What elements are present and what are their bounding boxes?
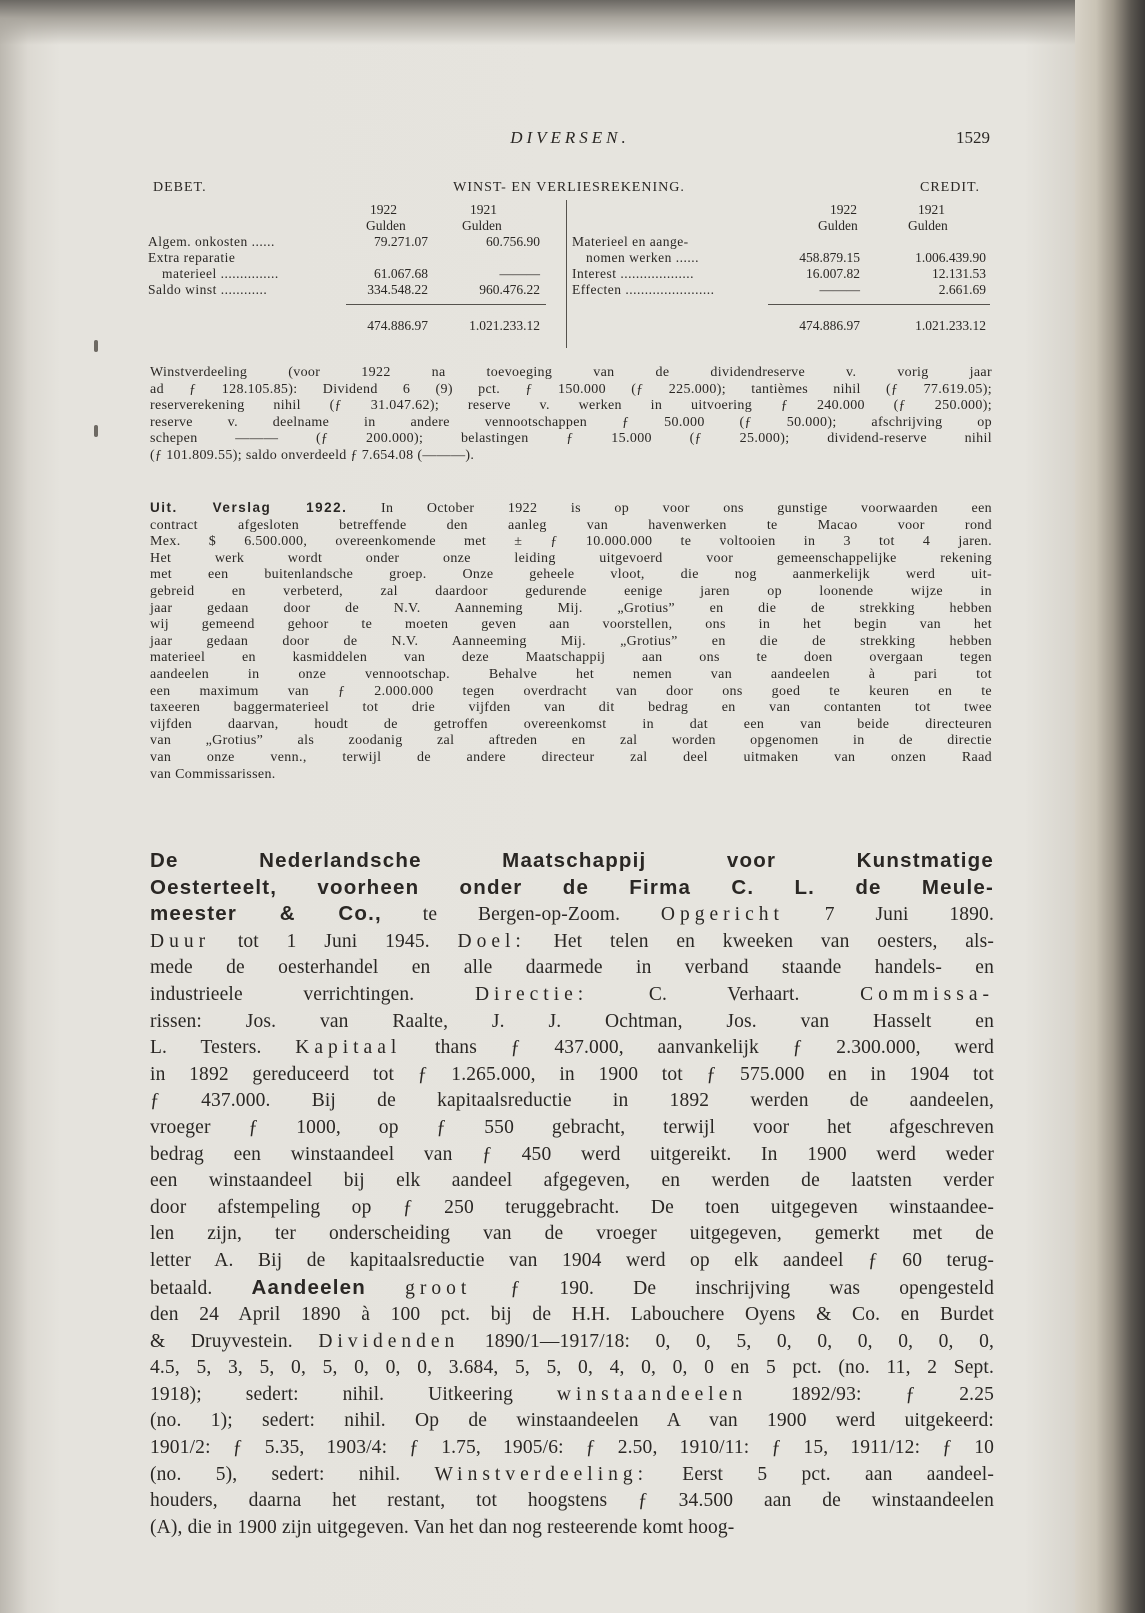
text-line	[150, 500, 992, 518]
commissioners-label: Commissa-	[860, 983, 995, 1005]
page-number: 1529	[956, 128, 990, 147]
page-top-shadow	[0, 0, 1078, 45]
text-line: vroeger ƒ 1000, op ƒ 550 gebracht, terwijl voor het afgeschreven	[150, 1116, 994, 1138]
text-fragment: Eerst 5 pct. aan aandeel-	[648, 1463, 994, 1485]
text-line: (no. 1); sedert: nihil. Op de winstaandeelen A van 1900 werd uitgekeerd:	[150, 1410, 994, 1432]
text-fragment: 1890/1—1917/18: 0, 0, 5, 0, 0, 0, 0, 0, 0,	[459, 1330, 994, 1352]
text-line: rissen: Jos. van Raalte, J. J. Ochtman, Jos. van Hasselt en	[150, 1010, 994, 1032]
credit-row-value: 12.131.53	[932, 266, 986, 281]
duration-value: tot 1 Juni 1945.	[210, 930, 458, 952]
text-line	[150, 982, 994, 1009]
credit-row-value: 1.006.439.90	[915, 250, 986, 265]
text-line: van Commissarissen.	[150, 766, 276, 782]
text-fragment: ƒ 190. De inschrijving was opengesteld	[471, 1277, 995, 1299]
credit-label: CREDIT.	[919, 180, 980, 195]
profit-distribution-paragraph	[150, 365, 992, 465]
text-line: 4.5, 5, 3, 5, 0, 5, 0, 0, 0, 3.684, 5, 5, 0, 4, 0, 0, 0 en 5 pct. (no. 11, 2 Sept.	[150, 1357, 994, 1379]
share-size-label: groot	[405, 1277, 472, 1299]
credit-total-rule	[768, 304, 990, 305]
text-line: door afstempeling op ƒ 250 teruggebracht. De toen uitgegeven winstaandee-	[150, 1196, 994, 1218]
text-line: taxeeren baggermaterieel tot drie vijfden van dit bedrag en van contanten tot twee	[150, 700, 992, 716]
credit-unit-1921: Gulden	[908, 218, 948, 233]
text-line: den 24 April 1890 à 100 pct. bij de H.H. Labouchere Oyens & Co. en Burdet	[150, 1304, 994, 1326]
debet-label: DEBET.	[153, 180, 207, 195]
credit-row-value: 16.007.82	[806, 266, 860, 281]
capital-label: Kapitaal	[295, 1037, 402, 1059]
text-fragment: (no. 5), sedert: nihil.	[150, 1463, 435, 1485]
text-fragment: 1892/93: ƒ 2.25	[747, 1383, 994, 1405]
credit-row-label: Interest ...................	[572, 266, 694, 281]
text-fragment: thans ƒ 437.000, aanvankelijk ƒ 2.300.000, werd	[401, 1037, 994, 1059]
annual-report-paragraph	[150, 500, 992, 783]
text-line	[150, 1329, 994, 1356]
dividends-label: Dividenden	[318, 1330, 460, 1352]
text-line: Het werk wordt onder onze leiding uitgevoerd voor gemeenschappelijke rekening	[150, 550, 992, 566]
text-line	[150, 901, 994, 929]
text-line: jaar gedaan door de N.V. Aanneming Mij. „Grotius” en die de strekking hebben	[150, 600, 992, 616]
text-fragment: 1918); sedert: nihil. Uitkeering	[150, 1383, 557, 1405]
profit-shares-label: winstaandeelen	[556, 1383, 748, 1405]
debet-row-value: 79.271.07	[374, 234, 428, 249]
text-line: gebreid en verbeterd, zal daardoor gedurende eenige jaren op loonende wijze in	[150, 583, 992, 599]
purpose-label: Doel:	[457, 930, 526, 952]
text-fragment: betaald.	[150, 1277, 252, 1299]
text-line	[150, 929, 994, 956]
founded-value: 7 Juni 1890.	[783, 904, 994, 926]
report-line-text: In October 1922 is op voor ons gunstige voorwaarden een	[380, 501, 992, 516]
text-line: len zijn, ter onderscheiding van de vroeger uitgegeven, gemerkt met de	[150, 1223, 994, 1245]
debet-row-value: 60.756.90	[486, 234, 540, 249]
text-line: een maximum van ƒ 2.000.000 tegen overdracht van door ons goed te keuren en te	[150, 683, 992, 699]
text-line: 1901/2: ƒ 5.35, 1903/4: ƒ 1.75, 1905/6: ƒ 2.50, 1910/11: ƒ 15, 1911/12: ƒ 10	[150, 1437, 994, 1459]
founded-label: Opgericht	[660, 904, 784, 926]
debet-year-1922: 1922	[370, 202, 397, 217]
text-line: Mex. $ 6.500.000, overeenkomende met ± ƒ 10.000.000 te voltooien in 3 tot 4 jaren.	[150, 534, 992, 550]
text-fragment: C. Verhaart.	[588, 983, 861, 1005]
text-fragment: industrieele verrichtingen.	[150, 983, 475, 1005]
company-heading-line: Oesterteelt, voorheen onder de Firma C. L. de Meule-	[150, 875, 994, 899]
debet-row-label: materieel ...............	[162, 266, 279, 281]
debet-row-value: ———	[499, 266, 540, 281]
credit-row-value: 2.661.69	[938, 282, 986, 297]
text-line: (ƒ 101.809.55); saldo onverdeeld ƒ 7.654.08 (———).	[150, 447, 475, 463]
text-line	[150, 1382, 994, 1409]
text-line: materieel en kasmiddelen van deze Maatschappij aan ons te doen overgaan tegen	[150, 650, 992, 666]
text-line: schepen ——— (ƒ 200.000); belastingen ƒ 15.000 (ƒ 25.000); dividend-reserve nihil	[150, 431, 992, 447]
text-line	[150, 1035, 994, 1062]
text-line	[150, 1462, 994, 1489]
text-line: mede de oesterhandel en alle daarmede in verband staande handels- en	[150, 957, 994, 979]
debet-unit-1922: Gulden	[366, 218, 406, 233]
duration-label: Duur	[150, 930, 211, 952]
margin-mark	[94, 425, 98, 437]
text-line: een winstaandeel bij elk aandeel afgegeven, en werden de laatsten verder	[150, 1170, 994, 1192]
credit-row-label: Effecten .......................	[572, 282, 715, 297]
text-line: reserverekening nihil (ƒ 31.047.62); reserve v. werken in uitvoering ƒ 240.000 (ƒ 250.000);	[150, 398, 992, 414]
text-line	[150, 1275, 994, 1303]
debet-row-value: 334.548.22	[367, 282, 428, 297]
credit-row-value: 458.879.15	[799, 250, 860, 265]
company-heading-end: meester & Co.,	[150, 902, 382, 926]
ledger-divider	[566, 200, 567, 348]
credit-year-1921: 1921	[918, 202, 945, 217]
text-line: bedrag een winstaandeel van ƒ 450 werd uitgereikt. In 1900 werd weder	[150, 1143, 994, 1165]
debet-row-label: Extra reparatie	[148, 250, 236, 265]
shares-label: Aandeelen	[251, 1275, 366, 1299]
text-line: wij gemeend gehoor te moeten geven aan voorstellen, ons in het begin van het	[150, 617, 992, 633]
credit-row-label: nomen werken ......	[586, 250, 699, 265]
debet-row-label: Saldo winst ............	[148, 282, 268, 297]
profit-loss-account	[148, 180, 990, 350]
text-line: Winstverdeeling (voor 1922 na toevoeging van de dividendreserve v. vorig jaar	[150, 365, 992, 380]
company-heading-line: De Nederlandsche Maatschappij voor Kunstmatige	[150, 849, 994, 872]
text-line: vijfden daarvan, houdt de getroffen overeenkomst in dat een van beide directeuren	[150, 716, 992, 732]
credit-row-label: Materieel en aange-	[572, 234, 689, 249]
credit-total: 474.886.97	[799, 318, 860, 333]
section-title: DIVERSEN.	[510, 128, 630, 147]
text-fragment: L. Testers.	[150, 1037, 296, 1059]
debet-year-1921: 1921	[470, 202, 497, 217]
purpose-text: Het telen en kweeken van oesters, als-	[525, 930, 995, 952]
company-location: te Bergen-op-Zoom.	[381, 904, 621, 926]
debet-total: 474.886.97	[367, 318, 428, 333]
text-line: aandeelen in onze vennootschap. Behalve het nemen van aandeelen à pari tot	[150, 666, 992, 682]
text-line: ƒ 437.000. Bij de kapitaalsreductie in 1892 werden de aandeelen,	[150, 1090, 994, 1112]
text-line: met een buitenlandsche groep. Onze geheele vloot, die nog aanmerkelijk werd uit-	[150, 567, 992, 583]
text-line: contract afgesloten betreffende den aanleg van havenwerken te Macao voor rond	[150, 517, 992, 533]
text-line: van onze venn., terwijl de andere directeur zal deel uitmaken van onzen Raad	[150, 749, 992, 765]
running-head	[150, 128, 990, 152]
text-line: reserve v. deelname in andere vennootschappen ƒ 50.000 (ƒ 50.000); afschrijving op	[150, 414, 992, 430]
debet-total-rule	[346, 304, 546, 305]
debet-row-value: 61.067.68	[374, 266, 428, 281]
text-line: (A), die in 1900 zijn uitgegeven. Van het dan nog resteerende komt hoog-	[150, 1516, 735, 1538]
text-line: in 1892 gereduceerd tot ƒ 1.265.000, in 1900 tot ƒ 575.000 en in 1904 tot	[150, 1063, 994, 1085]
book-edge	[1075, 0, 1145, 1613]
credit-unit-1922: Gulden	[818, 218, 858, 233]
text-line: houders, daarna het restant, tot hoogstens ƒ 34.500 aan de winstaandeelen	[150, 1490, 994, 1512]
debet-unit-1921: Gulden	[462, 218, 502, 233]
company-entry	[150, 848, 994, 1541]
credit-year-1922: 1922	[830, 202, 857, 217]
text-line: letter A. Bij de kapitaalsreductie van 1904 werd op elk aandeel ƒ 60 terug-	[150, 1249, 994, 1271]
credit-row-value: ———	[819, 282, 860, 297]
debet-total: 1.021.233.12	[469, 318, 540, 333]
text-line: van „Grotius” als zoodanig zal aftreden en zal worden opgenomen in de directie	[150, 733, 992, 749]
text-fragment: & Druyvestein.	[150, 1330, 319, 1352]
ledger-title: WINST- EN VERLIESREKENING.	[453, 180, 685, 195]
profit-distribution-label: Winstverdeeling:	[434, 1463, 649, 1485]
credit-total: 1.021.233.12	[915, 318, 986, 333]
margin-mark	[94, 340, 98, 352]
debet-row-label: Algem. onkosten ......	[148, 234, 275, 249]
board-label: Directie:	[474, 983, 589, 1005]
text-line: ad ƒ 128.105.85): Dividend 6 (9) pct. ƒ 150.000 (ƒ 225.000); tantièmes nihil (ƒ 77.619.05);	[150, 381, 992, 397]
text-line: jaar gedaan door de N.V. Aanneeming Mij. „Grotius” en die de strekking hebben	[150, 633, 992, 649]
debet-row-value: 960.476.22	[479, 282, 540, 297]
report-lead: Uit. Verslag 1922.	[150, 500, 348, 515]
